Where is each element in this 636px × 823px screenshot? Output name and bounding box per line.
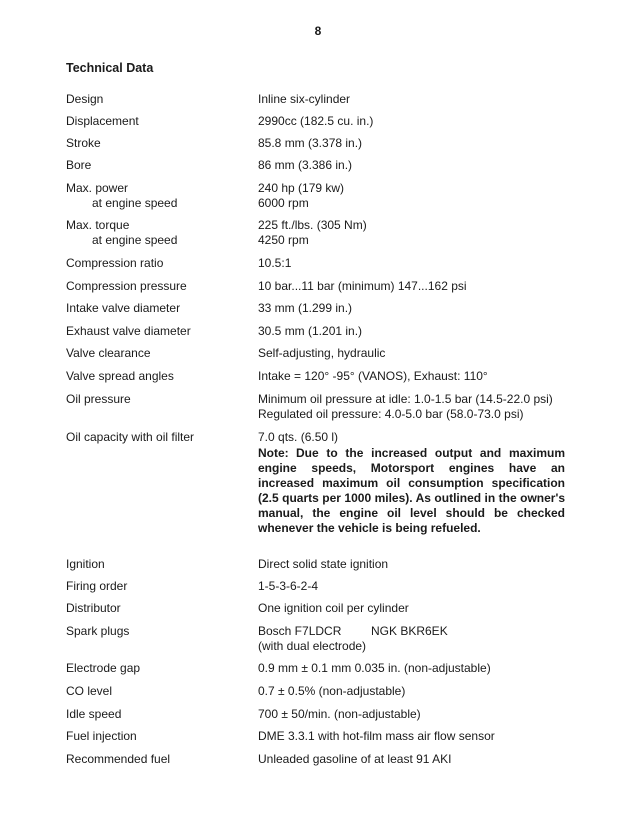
spec-sublabel: at engine speed — [92, 196, 178, 210]
spec-value: 0.7 ± 0.5% (non-adjustable) — [258, 684, 406, 698]
section-title: Technical Data — [66, 61, 154, 75]
spec-value: DME 3.3.1 with hot-film mass air flow sensor — [258, 729, 495, 743]
spec-value: Self-adjusting, hydraulic — [258, 346, 386, 360]
spark-plug-ngk: NGK BKR6EK — [371, 624, 448, 638]
spark-plug-bosch: Bosch F7LDCR — [258, 624, 342, 638]
spec-label: Displacement — [66, 114, 139, 128]
spec-label: Recommended fuel — [66, 752, 171, 766]
spec-value — [258, 392, 570, 422]
spec-label: Valve clearance — [66, 346, 151, 360]
spec-label: Compression ratio — [66, 256, 164, 270]
spec-sublabel: at engine speed — [92, 233, 178, 247]
note-text: Due to the increased output and maximum engine speeds, Motorsport engines have an increased maximum oil consumption specification (2.5 quarts per 1000 miles). As outlined in the owner's manual, the engine oil level should be checked whenever the vehicle is being refueled. — [258, 446, 565, 535]
spec-value: 1-5-3-6-2-4 — [258, 579, 319, 593]
spec-value-line: 225 ft./lbs. (305 Nm) — [258, 218, 367, 232]
spec-value-line: 6000 rpm — [258, 196, 309, 210]
spec-label: Intake valve diameter — [66, 301, 181, 315]
spec-label: Firing order — [66, 579, 128, 593]
spec-value: 0.9 mm ± 0.1 mm 0.035 in. (non-adjustable) — [258, 661, 491, 675]
spec-value: One ignition coil per cylinder — [258, 601, 409, 615]
spec-label: CO level — [66, 684, 113, 698]
spec-value — [258, 181, 570, 211]
spec-value-line — [258, 624, 570, 639]
spec-label: Oil capacity with oil filter — [66, 430, 195, 444]
spec-value-line: 7.0 qts. (6.50 l) — [258, 430, 339, 444]
page-number: 8 — [314, 24, 322, 38]
spec-label: Stroke — [66, 136, 101, 150]
spec-value-line: 4250 rpm — [258, 233, 309, 247]
spec-label: Valve spread angles — [66, 369, 174, 383]
spec-label — [66, 218, 251, 248]
spec-value: 30.5 mm (1.201 in.) — [258, 324, 363, 338]
spec-value: 85.8 mm (3.378 in.) — [258, 136, 363, 150]
spec-label: Design — [66, 92, 104, 106]
spec-value: Unleaded gasoline of at least 91 AKI — [258, 752, 452, 766]
spec-value — [258, 218, 570, 248]
spec-value-line: Regulated oil pressure: 4.0-5.0 bar (58.0-73.0 psi) — [258, 407, 524, 421]
spec-value: 700 ± 50/min. (non-adjustable) — [258, 707, 421, 721]
spec-label: Compression pressure — [66, 279, 187, 293]
spec-value-line: Minimum oil pressure at idle: 1.0-1.5 bar (14.5-22.0 psi) — [258, 392, 553, 406]
spec-label: Electrode gap — [66, 661, 141, 675]
spec-value: 10.5:1 — [258, 256, 292, 270]
spec-value: 10 bar...11 bar (minimum) 147...162 psi — [258, 279, 467, 293]
oil-consumption-note — [258, 446, 565, 536]
spec-label-main: Max. power — [66, 181, 129, 195]
note-label: Note: — [258, 446, 289, 460]
spec-value-line: (with dual electrode) — [258, 639, 367, 653]
spec-label: Idle speed — [66, 707, 122, 721]
spec-value: 2990cc (182.5 cu. in.) — [258, 114, 374, 128]
spec-value-line: 240 hp (179 kw) — [258, 181, 345, 195]
spec-label: Spark plugs — [66, 624, 130, 638]
spec-value: 33 mm (1.299 in.) — [258, 301, 353, 315]
spec-label-main: Max. torque — [66, 218, 130, 232]
spec-label: Distributor — [66, 601, 121, 615]
spec-value: Inline six-cylinder — [258, 92, 351, 106]
spec-label: Ignition — [66, 557, 105, 571]
spec-label: Bore — [66, 158, 92, 172]
spec-value: Direct solid state ignition — [258, 557, 389, 571]
spec-label: Fuel injection — [66, 729, 137, 743]
spec-value — [258, 430, 570, 536]
spec-label: Exhaust valve diameter — [66, 324, 191, 338]
spec-value: Intake = 120° -95° (VANOS), Exhaust: 110° — [258, 369, 488, 383]
spec-value: 86 mm (3.386 in.) — [258, 158, 353, 172]
spec-label — [66, 181, 251, 211]
spec-label: Oil pressure — [66, 392, 131, 406]
spec-value — [258, 624, 570, 654]
